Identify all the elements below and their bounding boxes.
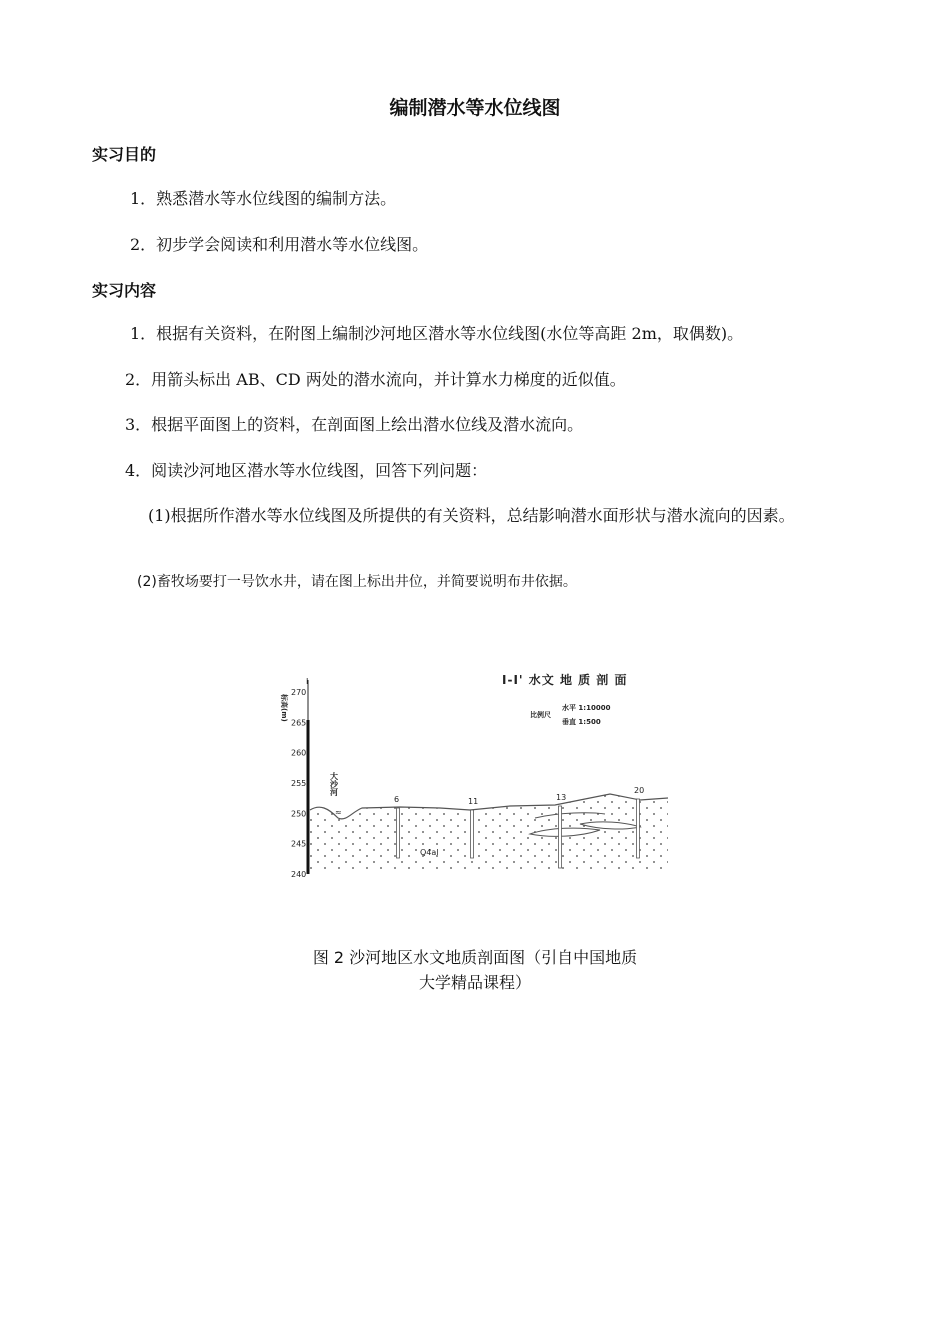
- objective-item-2: 2．初步学会阅读和利用潜水等水位线图。: [130, 235, 429, 254]
- tick-label-250: 250: [291, 809, 307, 819]
- strata-label: Q4al: [420, 848, 439, 857]
- cross-section-figure: [280, 672, 675, 884]
- well-label-11: 11: [468, 797, 479, 806]
- caption-line-2: 大学精品课程）: [418, 973, 531, 992]
- tick-label-260: 260: [291, 748, 307, 758]
- content-item-4: 4．阅读沙河地区潜水等水位线图，回答下列问题：: [125, 461, 488, 480]
- figure-caption: [270, 945, 680, 995]
- well-20: [637, 799, 640, 858]
- content-item-2: 2．用箭头标出 AB、CD 两处的潜水流向，并计算水力梯度的近似值。: [125, 370, 626, 389]
- water-mark: ≈: [335, 808, 342, 817]
- section-heading-contents: 实习内容: [92, 281, 157, 300]
- content-item-3: 3．根据平面图上的资料，在剖面图上绘出潜水位线及潜水流向。: [125, 415, 584, 434]
- well-label-6: 6: [394, 795, 400, 804]
- sediment-layer: [310, 794, 668, 872]
- well-label-20: 20: [634, 786, 645, 795]
- well-13: [559, 806, 562, 868]
- tick-label-270: 270: [291, 688, 307, 697]
- well-6: [397, 808, 400, 858]
- tick-label-245: 245: [291, 839, 307, 849]
- page-title: 编制潜水等水位线图: [389, 97, 561, 119]
- tick-label-255: 255: [291, 779, 307, 788]
- river-label: 大沙河: [329, 772, 339, 796]
- scale-vertical: 垂直 1:500: [562, 718, 601, 726]
- well-11: [471, 810, 474, 858]
- sub-item-2: (2)畜牧场要打一号饮水井，请在图上标出井位，并简要说明布井依据。: [137, 574, 577, 590]
- sub-item-1: (1)根据所作潜水等水位线图及所提供的有关资料，总结影响潜水面形状与潜水流向的因素。: [148, 506, 795, 525]
- tick-label-240: 240: [291, 870, 307, 879]
- figure-title: I-I' 水文 地 质 剖 面: [502, 673, 628, 687]
- caption-line-1: 图 2 沙河地区水文地质剖面图（引自中国地质: [312, 948, 638, 967]
- objective-item-1: 1．熟悉潜水等水位线图的编制方法。: [130, 189, 397, 208]
- axis-label: 标高(m): [280, 694, 288, 722]
- scale-label: 比例尺: [530, 711, 551, 719]
- tick-label-265: 265: [291, 718, 307, 728]
- scale-horizontal: 水平 1:10000: [562, 704, 611, 712]
- content-item-1: 1．根据有关资料，在附图上编制沙河地区潜水等水位线图(水位等高距 2m，取偶数)。: [130, 324, 744, 343]
- tick-labels: [291, 688, 306, 879]
- section-heading-objectives: 实习目的: [92, 145, 157, 164]
- axis-top-label: I: [306, 677, 309, 686]
- well-label-13: 13: [556, 793, 567, 802]
